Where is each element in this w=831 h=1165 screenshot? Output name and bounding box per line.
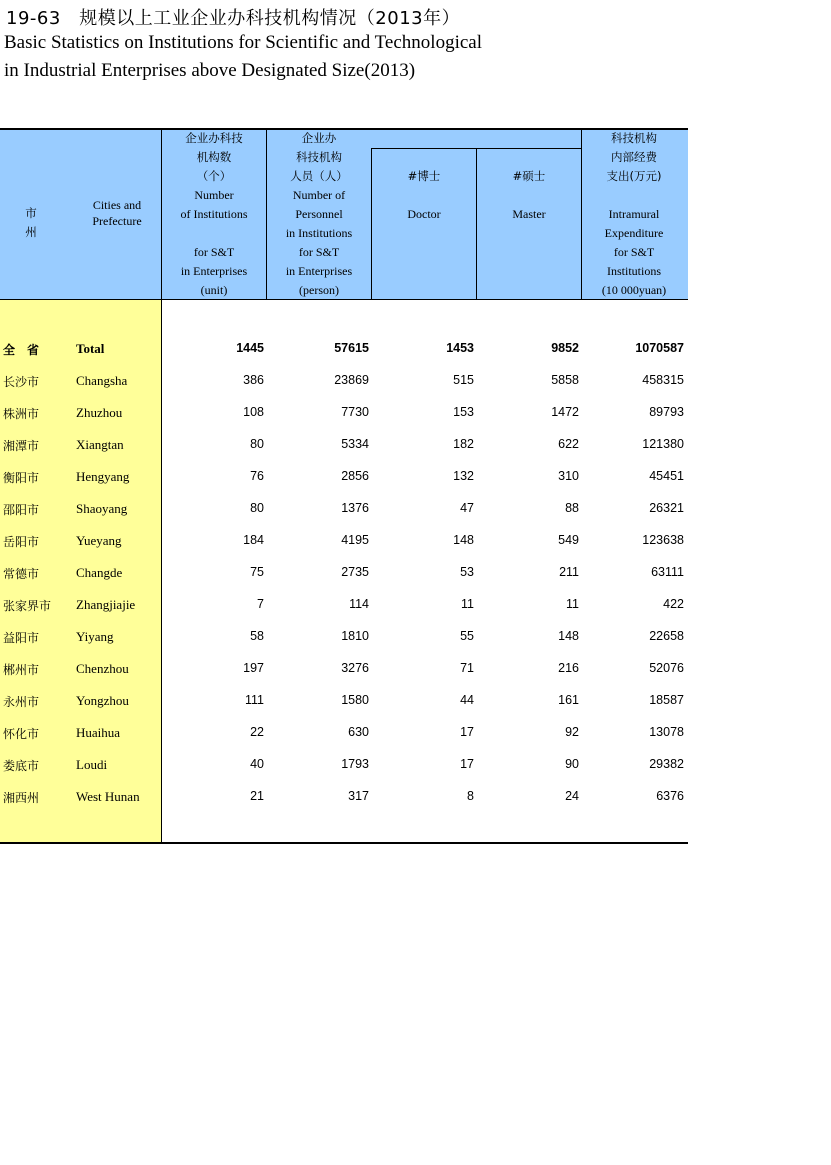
expenditure-value: 123638: [642, 533, 684, 547]
city-name-cn: 全 省: [3, 343, 40, 357]
city-name-en: Chenzhou: [76, 661, 129, 676]
personnel-value: 5334: [341, 437, 369, 451]
doctor-value: 71: [460, 661, 474, 675]
personnel-value: 3276: [341, 661, 369, 675]
institutions-value: 21: [250, 789, 264, 803]
header-city-en: Cities and Prefecture: [92, 198, 142, 228]
table-row: [0, 693, 688, 713]
table-row: [0, 341, 688, 361]
city-name-en: Yongzhou: [76, 693, 129, 708]
institutions-value: 22: [250, 725, 264, 739]
master-value: 9852: [551, 341, 579, 355]
expenditure-value: 45451: [649, 469, 684, 483]
city-name-cn: 益阳市: [3, 631, 40, 645]
table-row: [0, 437, 688, 457]
table-row: [0, 725, 688, 745]
master-value: 549: [558, 533, 579, 547]
institutions-value: 111: [244, 693, 264, 707]
master-value: 92: [565, 725, 579, 739]
city-name-en: Total: [76, 341, 105, 356]
master-value: 211: [559, 565, 579, 579]
city-name-cn: 衡阳市: [3, 471, 40, 485]
city-name-en: Zhangjiajie: [76, 597, 136, 612]
master-value: 1472: [551, 405, 579, 419]
personnel-value: 114: [349, 597, 369, 611]
institutions-value: 1445: [236, 341, 264, 355]
master-value: 310: [558, 469, 579, 483]
institutions-value: 80: [250, 437, 264, 451]
table-row: [0, 757, 688, 777]
expenditure-value: 13078: [649, 725, 684, 739]
city-name-cn: 株洲市: [3, 407, 40, 421]
personnel-value: 1793: [341, 757, 369, 771]
table-row: [0, 789, 688, 809]
city-name-en: Yueyang: [76, 533, 122, 548]
table-row: [0, 629, 688, 649]
city-name-cn: 湘西州: [3, 791, 40, 805]
master-value: 24: [565, 789, 579, 803]
personnel-value: 4195: [341, 533, 369, 547]
city-name-en: Changsha: [76, 373, 128, 388]
table-row: [0, 565, 688, 585]
expenditure-value: 422: [663, 597, 684, 611]
header-personnel: 企业办 科技机构 人员（人） Number of Personnel in Institutions for S&T in Enterprises (person): [285, 131, 353, 297]
city-name-en: Hengyang: [76, 469, 130, 484]
institutions-value: 7: [257, 597, 264, 611]
master-value: 216: [558, 661, 579, 675]
personnel-value: 1376: [341, 501, 369, 515]
personnel-value: 1580: [341, 693, 369, 707]
city-name-cn: 岳阳市: [3, 535, 40, 549]
expenditure-value: 6376: [656, 789, 684, 803]
table-row: [0, 405, 688, 425]
expenditure-value: 29382: [649, 757, 684, 771]
personnel-value: 1810: [341, 629, 369, 643]
master-value: 148: [558, 629, 579, 643]
doctor-value: 8: [467, 789, 474, 803]
page-title-chinese: 19-63 规模以上工业企业办科技机构情况（2013年）: [6, 8, 461, 29]
city-name-cn: 娄底市: [3, 759, 40, 773]
personnel-value: 317: [348, 789, 369, 803]
city-name-en: Huaihua: [76, 725, 121, 740]
table-row: [0, 469, 688, 489]
master-value: 5858: [551, 373, 579, 387]
institutions-value: 184: [243, 533, 264, 547]
table-row: [0, 373, 688, 393]
doctor-value: 182: [453, 437, 474, 451]
personnel-value: 2856: [341, 469, 369, 483]
city-name-en: Changde: [76, 565, 123, 580]
expenditure-value: 63111: [651, 565, 684, 579]
personnel-value: 57615: [334, 341, 369, 355]
table-row: [0, 501, 688, 521]
master-value: 161: [558, 693, 579, 707]
city-name-cn: 邵阳市: [3, 503, 40, 517]
doctor-value: 515: [453, 373, 474, 387]
institutions-value: 40: [250, 757, 264, 771]
institutions-value: 58: [250, 629, 264, 643]
expenditure-value: 26321: [649, 501, 684, 515]
city-name-en: Xiangtan: [76, 437, 124, 452]
header-master: #硕士 Master: [512, 169, 546, 221]
header-doctor: #博士 Doctor: [407, 169, 441, 221]
doctor-value: 53: [460, 565, 474, 579]
table-row: [0, 597, 688, 617]
city-name-en: Shaoyang: [76, 501, 128, 516]
doctor-value: 55: [460, 629, 474, 643]
expenditure-value: 18587: [649, 693, 684, 707]
master-value: 11: [566, 597, 579, 611]
subheader-rule: [371, 148, 582, 149]
expenditure-value: 52076: [649, 661, 684, 675]
city-name-cn: 永州市: [3, 695, 40, 709]
doctor-value: 44: [460, 693, 474, 707]
city-name-cn: 长沙市: [3, 375, 40, 389]
page-title-english-line2: in Industrial Enterprises above Designated Size(2013): [4, 60, 416, 81]
city-name-en: West Hunan: [76, 789, 140, 804]
doctor-value: 132: [453, 469, 474, 483]
doctor-value: 11: [461, 597, 474, 611]
city-name-en: Zhuzhou: [76, 405, 123, 420]
doctor-value: 153: [453, 405, 474, 419]
header-expenditure: 科技机构 内部经费 支出(万元) Intramural Expenditure for S&T Institutions (10 000yuan): [601, 131, 667, 297]
institutions-value: 80: [250, 501, 264, 515]
institutions-value: 386: [243, 373, 264, 387]
city-name-cn: 常德市: [3, 567, 40, 581]
doctor-value: 1453: [446, 341, 474, 355]
table-bottom-rule: [0, 842, 688, 844]
institutions-value: 76: [250, 469, 264, 483]
city-name-en: Loudi: [76, 757, 108, 772]
header-city-cn: 市 州: [25, 206, 49, 239]
city-name-en: Yiyang: [76, 629, 114, 644]
master-value: 90: [565, 757, 579, 771]
city-name-cn: 怀化市: [3, 727, 40, 741]
doctor-value: 17: [460, 757, 474, 771]
personnel-value: 23869: [334, 373, 369, 387]
expenditure-value: 458315: [642, 373, 684, 387]
institutions-value: 75: [250, 565, 264, 579]
personnel-value: 7730: [341, 405, 369, 419]
expenditure-value: 22658: [649, 629, 684, 643]
header-institutions-count: 企业办科技 机构数 （个） Number of Institutions for S&T in Enterprises (unit): [180, 131, 248, 297]
doctor-value: 148: [453, 533, 474, 547]
statistics-table: [0, 128, 688, 844]
institutions-value: 108: [243, 405, 264, 419]
master-value: 622: [558, 437, 579, 451]
table-row: [0, 533, 688, 553]
master-value: 88: [565, 501, 579, 515]
doctor-value: 47: [460, 501, 474, 515]
personnel-value: 2735: [341, 565, 369, 579]
city-name-cn: 张家界市: [3, 599, 52, 613]
expenditure-value: 89793: [649, 405, 684, 419]
expenditure-value: 121380: [642, 437, 684, 451]
personnel-value: 630: [348, 725, 369, 739]
institutions-value: 197: [243, 661, 264, 675]
table-row: [0, 661, 688, 681]
doctor-value: 17: [460, 725, 474, 739]
expenditure-value: 1070587: [635, 341, 684, 355]
city-name-cn: 郴州市: [3, 663, 40, 677]
city-name-cn: 湘潭市: [3, 439, 40, 453]
page-title-english-line1: Basic Statistics on Institutions for Scientific and Technological: [4, 32, 482, 53]
